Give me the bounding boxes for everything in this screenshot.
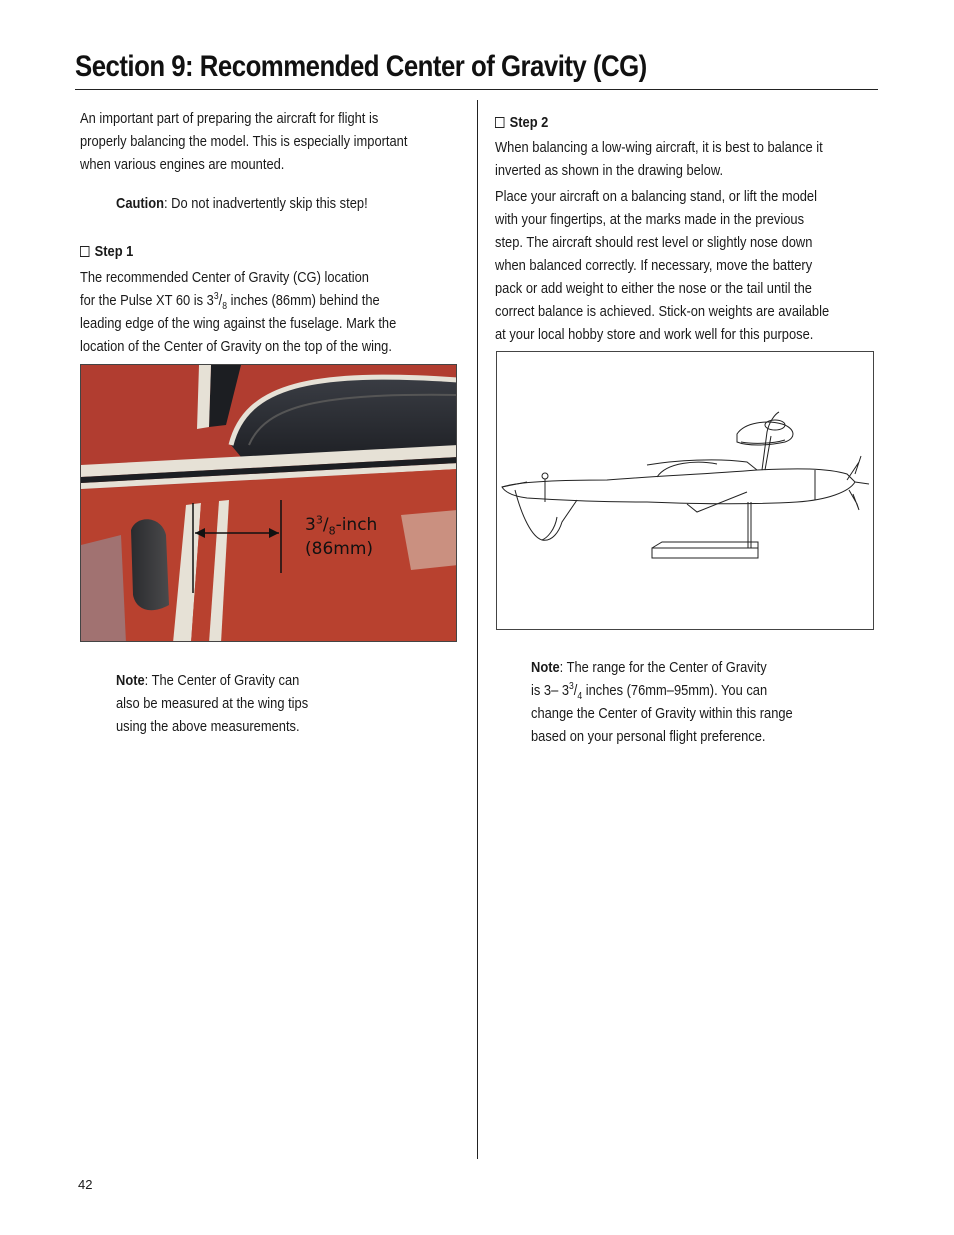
measure-slash: / — [322, 515, 329, 535]
intro-line: when various engines are mounted. — [80, 156, 285, 173]
note1-line: using the above measurements. — [116, 718, 300, 735]
step2-line: at your local hobby store and work well for this purpose. — [495, 326, 814, 343]
step1-line: location of the Center of Gravity on the top of the wing. — [80, 338, 392, 355]
step2-line: correct balance is achieved. Stick-on weights are available — [495, 303, 830, 320]
note1-block — [116, 669, 308, 738]
note2-line: based on your personal flight preference. — [531, 728, 766, 745]
note2-line: is 3– $3^3/_4$ inches (76mm–95mm). You can — [531, 681, 768, 702]
measure-metric: (86mm) — [305, 539, 374, 559]
measure-sup: 3 — [315, 513, 323, 527]
step1-line2-text: for the Pulse XT 60 is 3 — [80, 292, 214, 309]
note2-line: : The range for the Center of Gravity — [559, 659, 767, 676]
wing-cg-photo — [80, 364, 457, 642]
note2-line: change the Center of Gravity within this range — [531, 705, 793, 722]
caution-label: Caution — [116, 195, 165, 212]
fraction-denominator: 4 — [577, 691, 583, 702]
step2-line: when balanced correctly. If necessary, move the battery — [495, 257, 813, 274]
step2-block — [495, 111, 829, 346]
caution-paragraph — [116, 192, 368, 215]
step1-line: for the Pulse XT 60 is $3^3/_8$ inches (86mm) behind the — [80, 291, 380, 312]
step1-block — [80, 240, 396, 358]
page-number: 42 — [78, 1177, 93, 1192]
intro-paragraph — [80, 107, 407, 176]
note1-line: also be measured at the wing tips — [116, 695, 309, 712]
photo-measurement-label — [305, 513, 377, 561]
step2-line: When balancing a low-wing aircraft, it is best to balance it — [495, 139, 823, 156]
measure-sub: 8 — [328, 524, 336, 538]
note2-label: Note — [531, 659, 560, 676]
step2-heading: Step 2 — [509, 114, 549, 131]
step2-line: inverted as shown in the drawing below. — [495, 162, 724, 179]
note2-block — [531, 656, 793, 748]
step1-line: leading edge of the wing against the fuselage. Mark the — [80, 315, 397, 332]
fraction-numerator: 3 — [569, 681, 574, 692]
step2-checkbox[interactable] — [495, 117, 504, 128]
intro-line: An important part of preparing the aircraft for flight is — [80, 110, 379, 127]
title-rule — [75, 89, 878, 90]
step1-checkbox[interactable] — [80, 246, 89, 257]
step1-line2-rest: inches (86mm) behind the — [227, 292, 380, 309]
measure-unit: -inch — [335, 515, 378, 535]
step2-line: with your fingertips, at the marks made in the previous — [495, 211, 805, 228]
note2-line2-rest: inches (76mm–95mm). You can — [582, 682, 768, 699]
step2-line: pack or add weight to either the nose or the tail until the — [495, 280, 812, 297]
step2-line: Place your aircraft on a balancing stand, or lift the model — [495, 188, 817, 205]
step1-line: The recommended Center of Gravity (CG) location — [80, 269, 369, 286]
step1-heading: Step 1 — [94, 243, 134, 260]
step2-line: step. The aircraft should rest level or slightly nose down — [495, 234, 813, 251]
column-divider — [477, 100, 478, 1159]
wing-photo-illustration — [81, 365, 457, 642]
note2-line2-text: is 3– 3 — [531, 682, 570, 699]
section-title: Section 9: Recommended Center of Gravity (CG) — [75, 50, 647, 83]
intro-line: properly balancing the model. This is especially important — [80, 133, 408, 150]
caution-text: : Do not inadvertently skip this step! — [164, 195, 368, 212]
note1-label: Note — [116, 672, 145, 689]
fraction-denominator: 8 — [222, 301, 228, 312]
balancing-drawing — [496, 351, 874, 630]
inverted-aircraft-illustration — [497, 352, 873, 629]
note1-line: : The Center of Gravity can — [144, 672, 300, 689]
measure-whole: 3 — [305, 515, 316, 535]
fraction-numerator: 3 — [213, 291, 219, 302]
